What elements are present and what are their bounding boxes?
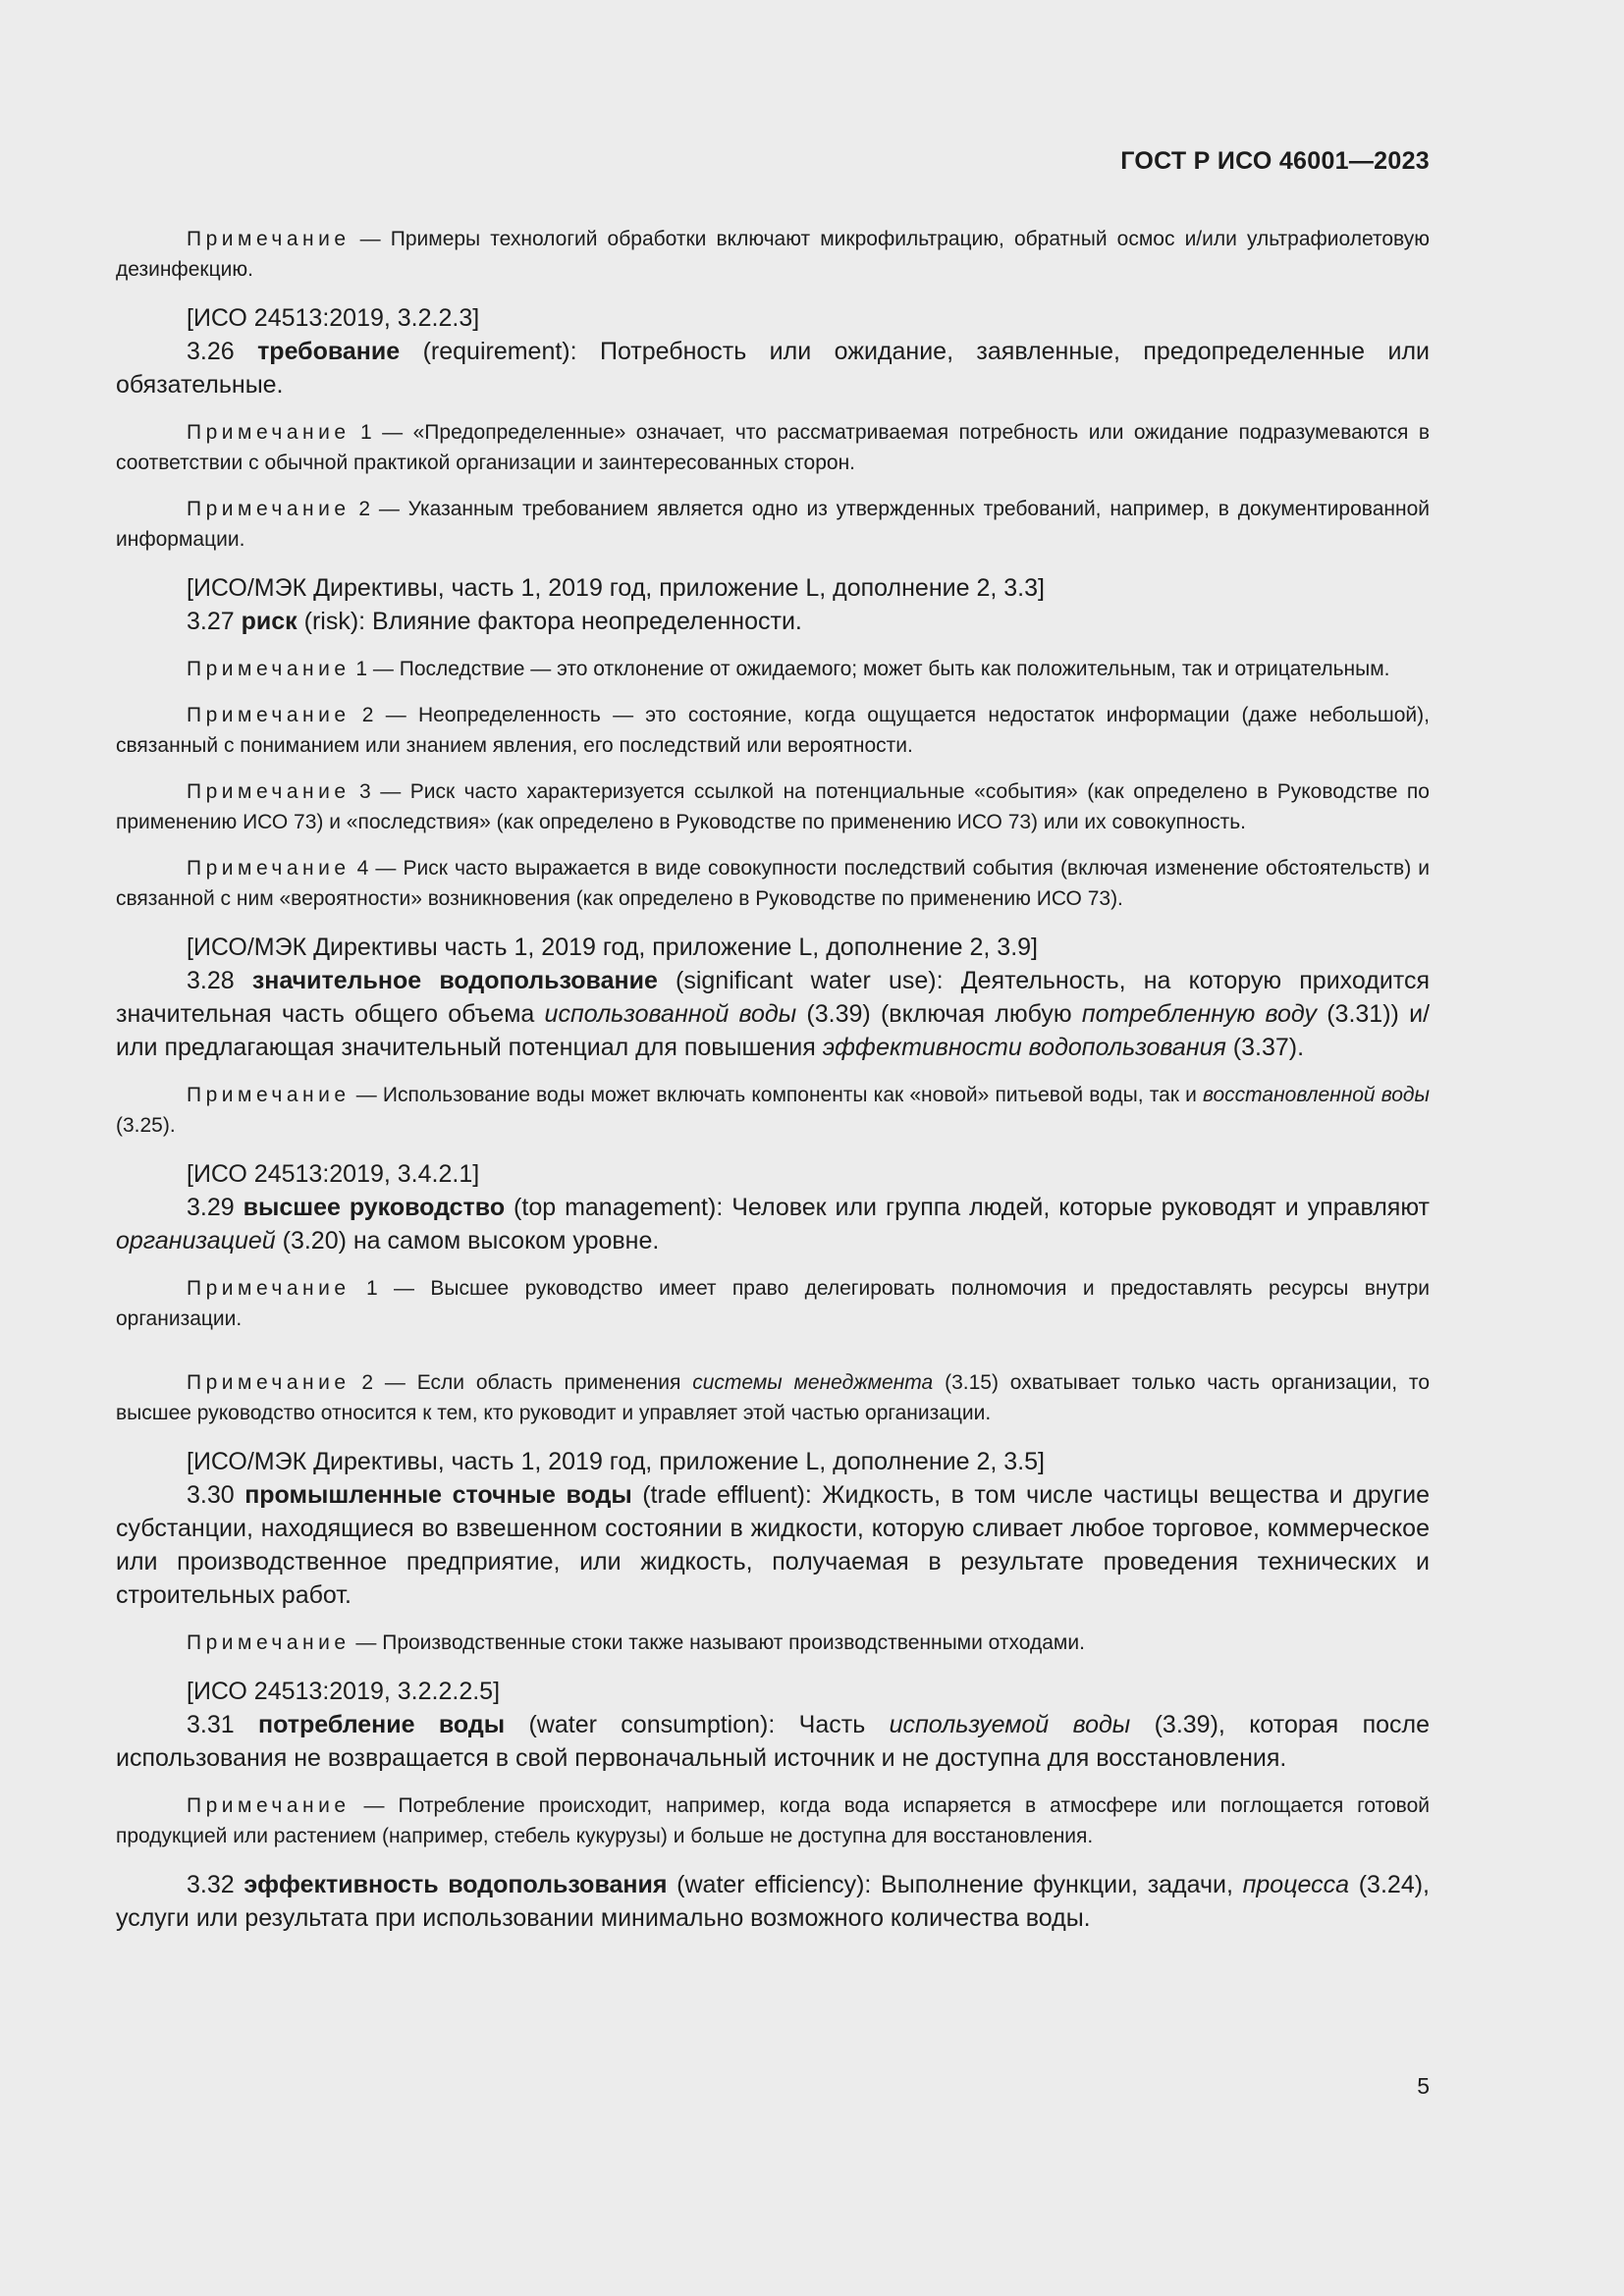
note: Примечание — Примеры технологий обработки включают микрофильтрацию, обратный осмос и/или ультрафиолетовую дезинфекцию. bbox=[116, 228, 1430, 281]
note: Примечание 2 — Неопределенность — это состояние, когда ощущается недостаток информации (даже небольшой), связанный с пониманием или знанием явления, его последствий или вероятности. bbox=[116, 704, 1430, 757]
note: Примечание 1 — Последствие — это отклонение от ожидаемого; может быть как положительным, так и отрицательным. bbox=[187, 658, 1390, 680]
note: Примечание 2 — Если область применения системы менеджмента (3.15) охватывает только часть организации, то высшее руководство относится к тем, кто руководит и управляет этой частью организации. bbox=[116, 1371, 1430, 1424]
note: Примечание 2 — Указанным требованием является одно из утвержденных требований, например, в документированной информации. bbox=[116, 498, 1430, 551]
note: Примечание 3 — Риск часто характеризуется ссылкой на потенциальные «события» (как определено в Руководстве по применению ИСО 73) и «последствия» (как определено в Руководстве по применению ИСО 73) или их совокупность. bbox=[116, 780, 1430, 833]
source-reference: [ИСО 24513:2019, 3.2.2.3] bbox=[187, 304, 480, 332]
document-body bbox=[116, 224, 1430, 1935]
term-3-28: 3.28 значительное водопользование (significant water use): Деятельность, на которую приходится значительная часть общего объема использованной воды (3.39) (включая любую потребленную воду (3.31)) и/или предлагающая значительный потенциал для повышения эффективности водопользования (3.37). bbox=[116, 967, 1431, 1061]
document-header: ГОСТ Р ИСО 46001—2023 bbox=[1120, 147, 1430, 175]
note: Примечание 4 — Риск часто выражается в виде совокупности последствий события (включая изменение обстоятельств) и связанной с ним «вероятности» возникновения (как определено в Руководстве по применению ИСО 73). bbox=[116, 857, 1430, 910]
term-3-31: 3.31 потребление воды (water consumption): Часть используемой воды (3.39), которая после использования не возвращается в свой первоначальный источник и не доступна для восстановления. bbox=[116, 1711, 1431, 1772]
note: Примечание — Использование воды может включать компоненты как «новой» питьевой воды, так и восстановленной воды (3.25). bbox=[116, 1084, 1430, 1137]
term-3-32: 3.32 эффективность водопользования (water efficiency): Выполнение функции, задачи, процесса (3.24), услуги или результата при использовании минимально возможного количества воды. bbox=[116, 1871, 1430, 1932]
source-reference: [ИСО 24513:2019, 3.2.2.2.5] bbox=[187, 1678, 501, 1705]
term-3-27: 3.27 риск (risk): Влияние фактора неопределенности. bbox=[187, 608, 802, 635]
term-3-26: 3.26 требование (requirement): Потребность или ожидание, заявленные, предопределенные или обязательные. bbox=[116, 338, 1430, 399]
note: Примечание — Потребление происходит, например, когда вода испаряется в атмосфере или поглощается готовой продукцией или растением (например, стебель кукурузы) и больше не доступна для восстановления. bbox=[116, 1794, 1430, 1847]
source-reference: [ИСО/МЭК Директивы, часть 1, 2019 год, приложение L, дополнение 2, 3.3] bbox=[187, 574, 1045, 602]
term-3-30: 3.30 промышленные сточные воды (trade effluent): Жидкость, в том числе частицы вещества и другие субстанции, находящиеся во взвешенном состоянии в жидкости, которую сливает любое торговое, коммерческое или производственное предприятие, или жидкость, получаемая в результате проведения технических и строительных работ. bbox=[116, 1481, 1430, 1609]
page-number: 5 bbox=[1417, 2073, 1430, 2099]
term-3-29: 3.29 высшее руководство (top management): Человек или группа людей, которые руководят и управляют организацией (3.20) на самом высоком уровне. bbox=[116, 1194, 1430, 1255]
source-reference: [ИСО/МЭК Директивы, часть 1, 2019 год, приложение L, дополнение 2, 3.5] bbox=[187, 1448, 1045, 1475]
note: Примечание 1 — «Предопределенные» означает, что рассматриваемая потребность или ожидание подразумеваются в соответствии с обычной практикой организации и заинтересованных сторон. bbox=[116, 421, 1430, 474]
source-reference: [ИСО 24513:2019, 3.4.2.1] bbox=[187, 1160, 480, 1188]
source-reference: [ИСО/МЭК Директивы часть 1, 2019 год, приложение L, дополнение 2, 3.9] bbox=[187, 934, 1038, 961]
note: Примечание — Производственные стоки также называют производственными отходами. bbox=[187, 1631, 1085, 1654]
note: Примечание 1 — Высшее руководство имеет право делегировать полномочия и предоставлять ресурсы внутри организации. bbox=[116, 1277, 1430, 1330]
